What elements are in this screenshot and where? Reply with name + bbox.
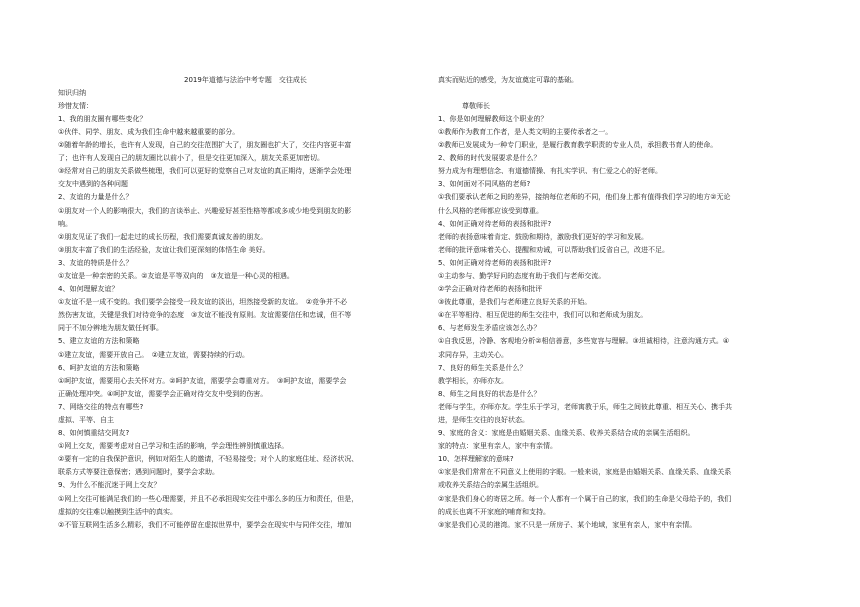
text-line: 或收养关系结合的亲属生活组织。 bbox=[438, 481, 543, 489]
text-line: ②不管互联网生活多么精彩，我们不可能停留在虚拟世界中，要学会在现实中与同伴交往，增加 bbox=[58, 521, 352, 529]
text-line: ①友谊不是一成不变的。我们要学会接受一段友谊的淡出，坦然接受新的友谊。 ②竞争并不必 bbox=[58, 298, 348, 306]
text-line: 家的特点：家里有亲人，家中有亲情。 bbox=[438, 442, 557, 450]
text-line: 什么风格的老师都应该受到尊重。 bbox=[438, 207, 543, 215]
text-line: 8、师生之间良好的状态是什么？ bbox=[438, 390, 541, 398]
section-heading: 尊敬师长 bbox=[462, 102, 490, 110]
text-line: 6、与老师发生矛盾应该怎么办？ bbox=[438, 324, 541, 332]
text-line: ①友谊是一种亲密的关系。②友谊是平等双向的 ③友谊是一种心灵的相遇。 bbox=[58, 272, 294, 280]
text-line: 同于不加分辨地为朋友做任何事。 bbox=[58, 324, 163, 332]
text-line: 虚拟的交往难以触摸到生活中的真实。 bbox=[58, 508, 177, 516]
text-line: 老师的批评意味着关心、提醒和劝诫，可以帮助我们反省自己，改进不足。 bbox=[438, 246, 669, 254]
text-line: 正确处理冲突。④呵护友谊，需要学会正确对待交友中受到的伤害。 bbox=[58, 390, 268, 398]
text-line: ①网上交友，需要考虑对自己学习和生活的影响，学会理性辨别慎重选择。 bbox=[58, 442, 289, 450]
text-line: 5、如何正确对待老师的表扬和批评? bbox=[438, 259, 552, 267]
text-line: 响。 bbox=[58, 220, 72, 228]
text-line: 1、我的朋友圈有哪些变化？ bbox=[58, 115, 147, 123]
text-line: ③朋友丰富了我们的生活经验，友谊让我们更深刻的体悟生命 美好。 bbox=[58, 246, 270, 254]
text-line: 10、怎样理解家的意味? bbox=[438, 455, 514, 463]
text-line: 8、如何慎重结交网友? bbox=[58, 429, 130, 437]
text-line: 3、如何面对不同风格的老师? bbox=[438, 180, 531, 188]
text-line: 5、建立友谊的方法和策略 bbox=[58, 337, 140, 345]
text-line: 努力成为有理想信念、有道德情操、有扎实学识、有仁爱之心的好老师。 bbox=[438, 167, 662, 175]
text-line: 9、家庭的含义：家庭是由婚姻关系、血缘关系、收养关系结合成的亲属生活组织。 bbox=[438, 429, 695, 437]
text-line: 交友中遇到的各种问题 bbox=[58, 180, 128, 188]
text-line: 9、为什么不能沉迷于网上交友？ bbox=[58, 481, 161, 489]
text-line: 老师的表扬意味着肯定、鼓励和期待，激励我们更好的学习和发展。 bbox=[438, 233, 648, 241]
text-line: 老师与学生，亦师亦友。学生乐于学习，老师寓教于乐，师生之间彼此尊重、相互关心、携手共 bbox=[438, 403, 732, 411]
text-line: 进，是师生交往的良好状态。 bbox=[438, 416, 529, 424]
text-line: 珍惜友情： bbox=[58, 102, 93, 110]
text-line: 4、如何正确对待老师的表扬和批评? bbox=[438, 220, 552, 228]
text-line: ③家是我们心灵的港湾。家不只是一所房子、某个地域，家里有亲人，家中有亲情。 bbox=[438, 521, 697, 529]
text-line: ③彼此尊重，是我们与老师建立良好关系的开始。 bbox=[438, 298, 592, 306]
text-line: ①自我反思，冷静、客观地分析②相信善意，多些宽容与理解。③坦诚相待，注意沟通方式。④ bbox=[438, 337, 730, 345]
text-line: ②朋友见证了我们一起走过的成长历程，我们需要真诚友善的朋友。 bbox=[58, 233, 268, 241]
text-line: 7、网络交往的特点有哪些? bbox=[58, 403, 144, 411]
text-line: ①伙伴、同学、朋友、成为我们生命中越来越重要的部分。 bbox=[58, 128, 240, 136]
text-line: ②要有一定的自我保护意识，例如对陌生人的邀请，不轻易接受；对个人的家庭住址、经济状况、 bbox=[58, 455, 359, 463]
text-line: 2、教师的时代发展要求是什么？ bbox=[438, 154, 541, 162]
text-line: 联系方式等要注意保密；遇到问题时，要学会求助。 bbox=[58, 468, 219, 476]
text-line: ①我们要承认老师之间的差异，接纳每位老师的不同，他们身上都有值得我们学习的地方②无论 bbox=[438, 193, 731, 201]
text-line: 3、友谊的特质是什么？ bbox=[58, 259, 133, 267]
text-line: 4、如何理解友谊？ bbox=[58, 285, 119, 293]
text-line: 1、你是如何理解教师这个职业的？ bbox=[438, 115, 548, 123]
text-line: ③经常对自己的朋友关系做些梳理，我们可以更好的觉察自己对友谊的真正期待，逐渐学会处理 bbox=[58, 167, 352, 175]
text-line: ②学会正确对待老师的表扬和批评 bbox=[438, 285, 543, 293]
text-line: ④在平等相待、相互促进的师生交往中，我们可以和老师成为朋友。 bbox=[438, 311, 648, 319]
text-line: ②教师已发展成为一种专门职业，是履行教育教学职责的专业人员，承担教书育人的使命。 bbox=[438, 141, 718, 149]
text-line: 7、良好的师生关系是什么？ bbox=[438, 364, 527, 372]
text-line: 虚拟、平等、自主 bbox=[58, 416, 114, 424]
text-line: ①主动参与、勤学好问的态度有助于我们与老师交流。 bbox=[438, 272, 606, 280]
text-line: 6、呵护友谊的方法和策略 bbox=[58, 364, 140, 372]
text-line: 了；也许有人发现自己的朋友圈比以前小了，但是交往更加深入，朋友关系更加密切。 bbox=[58, 154, 324, 162]
text-line: 教学相长，亦师亦友。 bbox=[438, 377, 508, 385]
text-line: 的成长也离不开家庭的哺育和支持。 bbox=[438, 508, 550, 516]
text-line: 知识归纳 bbox=[58, 89, 86, 97]
text-line: ①家是我们常常在不同意义上使用的字眼。一般来说，家庭是由婚姻关系、血缘关系、血缘关系 bbox=[438, 468, 732, 476]
text-line: ①建立友谊，需要开放自己。 ②建立友谊，需要持续的行动。 bbox=[58, 351, 250, 359]
text-line: 2、友谊的力量是什么？ bbox=[58, 193, 133, 201]
text-line: 真实而贴近的感受，为友谊奠定可靠的基础。 bbox=[438, 76, 578, 84]
document-title: 2019年道德与法治中考专题 交往成长 bbox=[184, 76, 307, 84]
text-line: ①教师作为教育工作者，是人类文明的主要传承者之一。 bbox=[438, 128, 613, 136]
text-line: 求同存异，主动关心。 bbox=[438, 351, 508, 359]
text-line: ①呵护友谊，需要用心去关怀对方。②呵护友谊，需要学会尊重对方。 ③呵护友谊，需要学会 bbox=[58, 377, 347, 385]
text-line: ②家是我们身心的寄居之所。每一个人都有一个属于自己的家，我们的生命是父母给予的，我们 bbox=[438, 495, 732, 503]
text-line: ①朋友对一个人的影响很大，我们的言谈举止、兴趣爱好甚至性格等都或多或少地受到朋友的影 bbox=[58, 207, 352, 215]
text-line: 然伤害友谊，关键是我们对待竞争的态度 ③友谊不能没有原则。友谊需要信任和忠诚，但不等 bbox=[58, 311, 352, 319]
text-line: ②随着年龄的增长，也许有人发现，自己的交往范围扩大了，朋友圈也扩大了，交往内容更丰富 bbox=[58, 141, 352, 149]
text-line: ①网上交往可能满足我们的一些心理需要，并且不必承担现实交往中那么多的压力和责任，但是， bbox=[58, 495, 359, 503]
